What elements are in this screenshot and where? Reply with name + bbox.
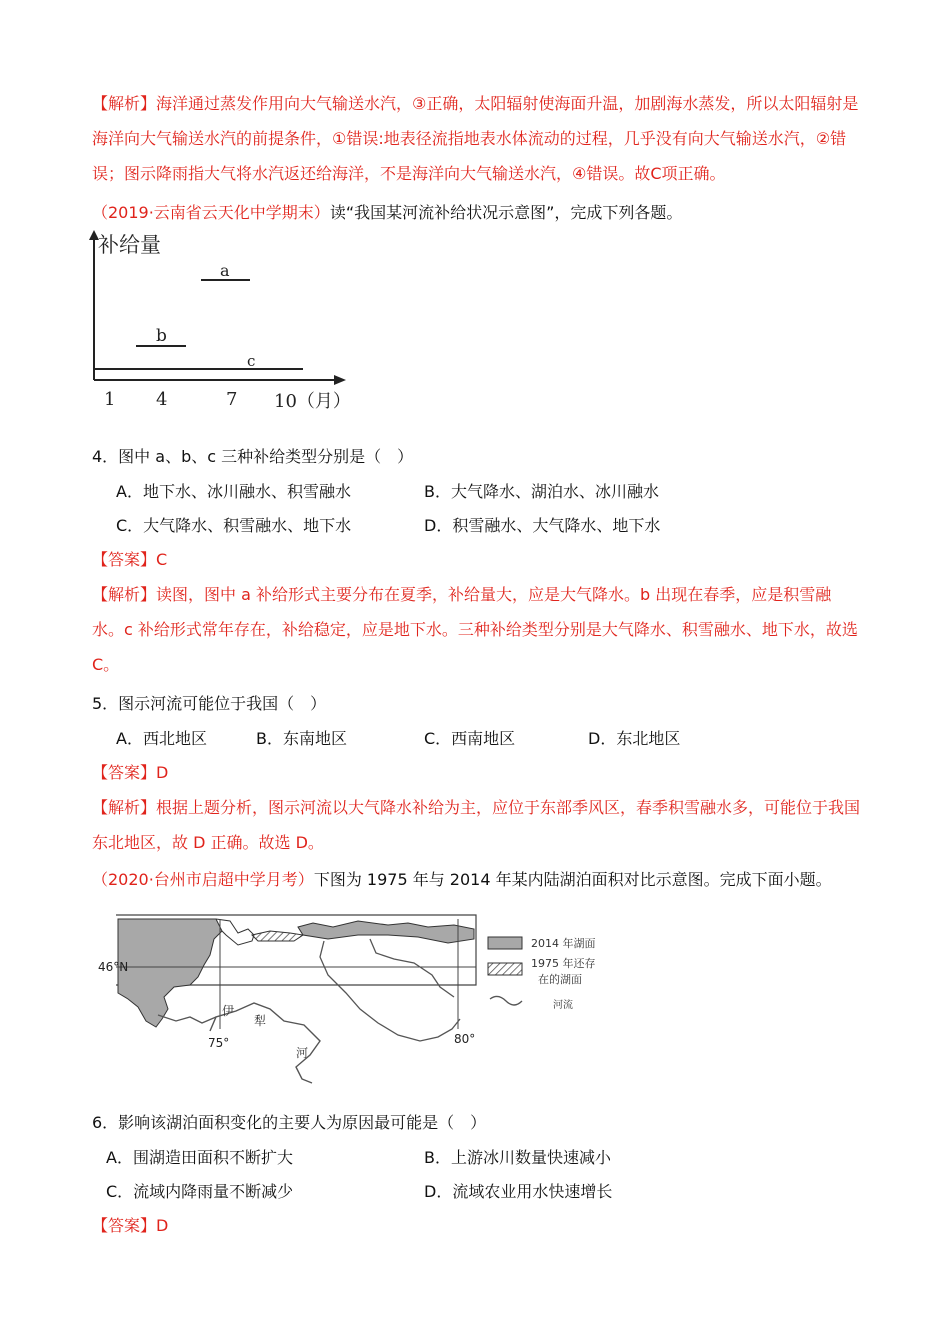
q4-option-a: A．地下水、冰川融水、积雪融水 xyxy=(116,482,351,501)
legend-2014-label: 2014 年湖面 xyxy=(531,937,596,950)
source-ref: （2020·台州市启超中学月考） xyxy=(92,870,314,889)
answer-value: D xyxy=(156,763,169,782)
tick-1: 1 xyxy=(104,389,116,410)
river-2 xyxy=(320,941,460,1041)
legend-river-label: 河流 xyxy=(553,1000,573,1011)
tick-4: 4 xyxy=(156,389,168,410)
analysis-tag: 【解析】 xyxy=(92,585,157,604)
q5-option-d: D．东北地区 xyxy=(588,729,681,748)
group1-intro xyxy=(92,201,682,225)
q5-option-c: C．西南地区 xyxy=(424,729,516,748)
answer-value: C xyxy=(156,550,168,569)
lon-label-80: 80° xyxy=(454,1032,476,1046)
lake-1975 xyxy=(252,931,303,941)
q4-option-b: B．大气降水、湖泊水、冰川融水 xyxy=(424,482,659,501)
answer-tag: 【答案】 xyxy=(92,550,157,569)
q5-stem: 5．图示河流可能位于我国（ ） xyxy=(92,694,327,713)
q6-answer xyxy=(92,1214,168,1238)
tick-10: 10（月） xyxy=(274,391,351,412)
q6-option-a: A．围湖造田面积不断扩大 xyxy=(106,1148,293,1167)
intro-text: 下图为 1975 年与 2014 年某内陆湖泊面积对比示意图。完成下面小题。 xyxy=(313,870,832,889)
river-char-2: 犁 xyxy=(254,1014,267,1028)
analysis-tag: 【解析】 xyxy=(92,94,157,113)
y-axis-label: 补给量 xyxy=(98,233,161,257)
answer-tag: 【答案】 xyxy=(92,763,157,782)
river-1 xyxy=(158,1015,216,1023)
lake-map xyxy=(98,905,618,1085)
q6-option-c: C．流域内降雨量不断减少 xyxy=(106,1182,294,1201)
analysis-text: 读图，图中 a 补给形式主要分布在夏季，补给量大，应是大气降水。b 出现在春季，应是积雪融水。c 补给形式常年存在，补给稳定，应是地下水。三种补给类型分别是大气降水、积雪融水、地下水，故选 C。 xyxy=(92,585,858,674)
q4-analysis xyxy=(92,577,862,682)
q5-option-b: B．东南地区 xyxy=(256,729,347,748)
legend-1975-label-2: 在的湖面 xyxy=(538,973,582,986)
legend-2014-swatch xyxy=(488,937,522,949)
river-char-3: 河 xyxy=(296,1046,309,1060)
river-char-1: 伊 xyxy=(222,1004,235,1018)
legend-1975-swatch xyxy=(488,963,522,975)
lon-label-75: 75° xyxy=(208,1036,230,1050)
q4-stem: 4．图中 a、b、c 三种补给类型分别是（ ） xyxy=(92,447,414,466)
group2-intro xyxy=(92,868,832,892)
analysis-tag: 【解析】 xyxy=(92,798,157,817)
answer-tag: 【答案】 xyxy=(92,1216,157,1235)
analysis-text: 海洋通过蒸发作用向大气输送水汽，③正确，太阳辐射使海面升温，加剧海水蒸发，所以太阳辐射是海洋向大气输送水汽的前提条件，①错误:地表径流指地表水体流动的过程，几乎没有向大气输送水汽，②错误；图示降雨指大气将水汽返还给海洋，不是海洋向大气输送水汽，④错误。故C项正确。 xyxy=(92,94,859,183)
legend-1975-label-1: 1975 年还存 xyxy=(531,957,596,970)
intro-text: 读“我国某河流补给状况示意图”，完成下列各题。 xyxy=(329,203,683,222)
analysis-text: 根据上题分析，图示河流以大气降水补给为主，应位于东部季风区，春季积雪融水多，可能位于我国东北地区，故 D 正确。故选 D。 xyxy=(92,798,861,852)
q3-analysis xyxy=(92,86,862,191)
q6-option-b: B．上游冰川数量快速减小 xyxy=(424,1148,611,1167)
q5-analysis xyxy=(92,790,862,860)
q6-stem: 6．影响该湖泊面积变化的主要人为原因最可能是（ ） xyxy=(92,1113,487,1132)
tick-7: 7 xyxy=(226,389,238,410)
q4-answer xyxy=(92,548,167,572)
lat-label: 46°N xyxy=(98,960,129,974)
label-c: c xyxy=(247,352,256,370)
lake-2014-east xyxy=(298,921,474,943)
x-arrow xyxy=(334,375,346,385)
lake-2014 xyxy=(118,919,222,1027)
label-b: b xyxy=(156,326,167,346)
label-a: a xyxy=(220,261,230,280)
supply-chart xyxy=(88,230,388,415)
river-3 xyxy=(370,939,454,997)
q6-option-d: D．流域农业用水快速增长 xyxy=(424,1182,613,1201)
source-ref: （2019·云南省云天化中学期末） xyxy=(92,203,330,222)
q4-option-d: D．积雪融水、大气降水、地下水 xyxy=(424,516,661,535)
answer-value: D xyxy=(156,1216,169,1235)
q5-answer xyxy=(92,761,168,785)
q4-option-c: C．大气降水、积雪融水、地下水 xyxy=(116,516,352,535)
q5-option-a: A．西北地区 xyxy=(116,729,207,748)
legend-river-swatch xyxy=(490,996,522,1005)
